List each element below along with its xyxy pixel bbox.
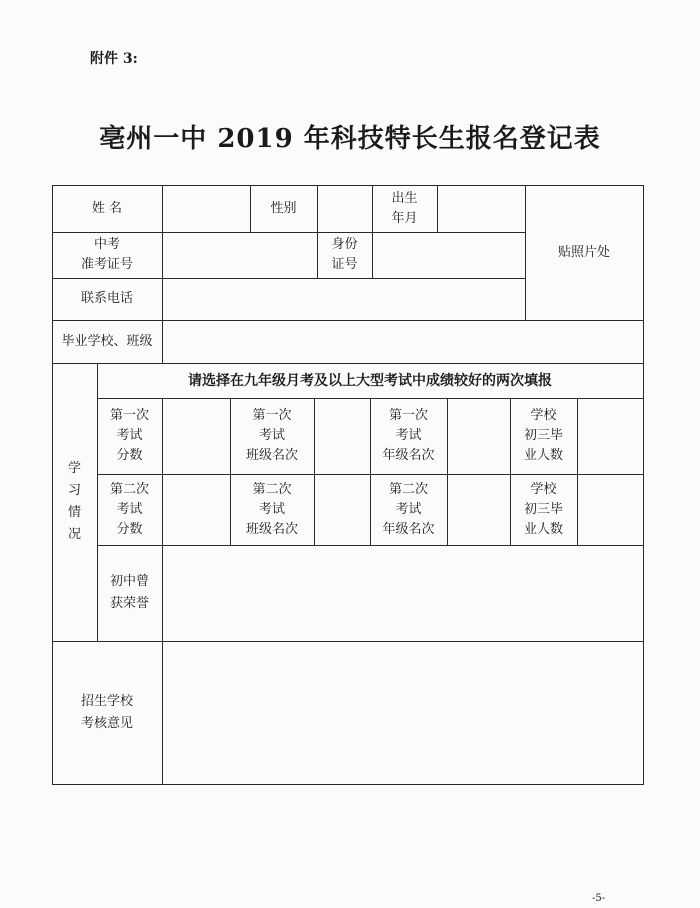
label-line: 业人数: [523, 521, 563, 537]
birth-label-line: 年月: [391, 210, 418, 226]
honors-label: [97, 545, 162, 641]
label-line: 考试: [258, 428, 285, 443]
exam2-class-rank-field[interactable]: [314, 474, 370, 545]
birth-field[interactable]: [437, 185, 525, 232]
review-label: [52, 641, 162, 784]
exam2-score-field[interactable]: [162, 474, 230, 545]
label-line: 第一次: [388, 408, 428, 423]
name-field[interactable]: [162, 185, 250, 232]
label-line: 分数: [116, 448, 143, 463]
gender-field[interactable]: [317, 185, 372, 232]
label-line: 班级名次: [245, 448, 298, 463]
exam1-graduates-label: [510, 398, 577, 474]
exam2-class-rank-label: [230, 474, 314, 545]
exam-id-label-line: 中考: [93, 237, 120, 252]
label-line: 考试: [116, 501, 143, 517]
study-label-char: 况: [67, 527, 81, 542]
form-title: 亳州一中 2019 年科技特长生报名登记表: [99, 124, 601, 154]
exam2-grade-rank-field[interactable]: [447, 474, 510, 545]
label-line: 年级名次: [382, 521, 435, 537]
exam-id-field[interactable]: [162, 232, 317, 278]
label-line: 分数: [116, 521, 143, 537]
gender-label: 性别: [270, 200, 297, 216]
exam2-graduates-field[interactable]: [577, 474, 643, 545]
exam1-score-field[interactable]: [162, 398, 230, 474]
label-line: 初三毕: [523, 501, 563, 517]
exam2-graduates-label: [510, 474, 577, 545]
id-card-label-line: 身份: [331, 237, 358, 252]
label-line: 第一次: [252, 408, 292, 423]
review-field[interactable]: [162, 641, 643, 784]
exam1-graduates-field[interactable]: [577, 398, 643, 474]
label-line: 考试: [258, 501, 285, 517]
label-line: 第二次: [388, 481, 428, 497]
honors-field[interactable]: [162, 545, 643, 641]
exam-id-label-line: 准考证号: [80, 257, 133, 272]
label-line: 获荣誉: [109, 596, 149, 611]
exam1-score-label: [97, 398, 162, 474]
birth-label: [372, 185, 437, 232]
study-label: [52, 363, 97, 641]
id-card-label: [317, 232, 372, 278]
name-label: 姓 名: [91, 200, 123, 216]
birth-label-line: 出生: [391, 190, 418, 206]
label-line: 年级名次: [382, 448, 435, 463]
photo-area[interactable]: [525, 185, 643, 320]
attachment-label: 附件 3:: [90, 51, 138, 67]
label-line: 第二次: [252, 481, 292, 497]
study-instruction: 请选择在九年级月考及以上大型考试中成绩较好的两次填报: [188, 372, 552, 389]
label-line: 考试: [116, 428, 143, 443]
label-line: 考试: [395, 428, 422, 443]
label-line: 第二次: [109, 481, 149, 497]
exam2-score-label: [97, 474, 162, 545]
label-line: 学校: [530, 408, 557, 423]
phone-label: 联系电话: [80, 291, 133, 306]
id-card-label-line: 证号: [331, 257, 358, 272]
photo-label: 贴照片处: [557, 244, 610, 260]
label-line: 第一次: [109, 408, 149, 423]
label-line: 招生学校: [80, 693, 133, 709]
exam2-grade-rank-label: [370, 474, 447, 545]
label-line: 考核意见: [80, 715, 133, 731]
exam1-class-rank-label: [230, 398, 314, 474]
exam1-grade-rank-label: [370, 398, 447, 474]
id-card-field[interactable]: [372, 232, 525, 278]
label-line: 班级名次: [245, 521, 298, 537]
study-label-char: 情: [67, 505, 81, 520]
phone-field[interactable]: [162, 278, 525, 320]
registration-form: [52, 185, 644, 785]
label-line: 初中曾: [109, 574, 149, 589]
study-label-char: 习: [67, 483, 81, 498]
exam1-class-rank-field[interactable]: [314, 398, 370, 474]
exam-id-label: [52, 232, 162, 278]
label-line: 初三毕: [523, 428, 563, 443]
study-label-char: 学: [67, 461, 81, 476]
school-class-label: 毕业学校、班级: [61, 333, 153, 349]
school-class-field[interactable]: [162, 320, 643, 363]
exam1-grade-rank-field[interactable]: [447, 398, 510, 474]
label-line: 考试: [395, 501, 422, 517]
label-line: 学校: [530, 481, 557, 497]
label-line: 业人数: [523, 448, 563, 463]
page-number: -5-: [592, 893, 606, 904]
